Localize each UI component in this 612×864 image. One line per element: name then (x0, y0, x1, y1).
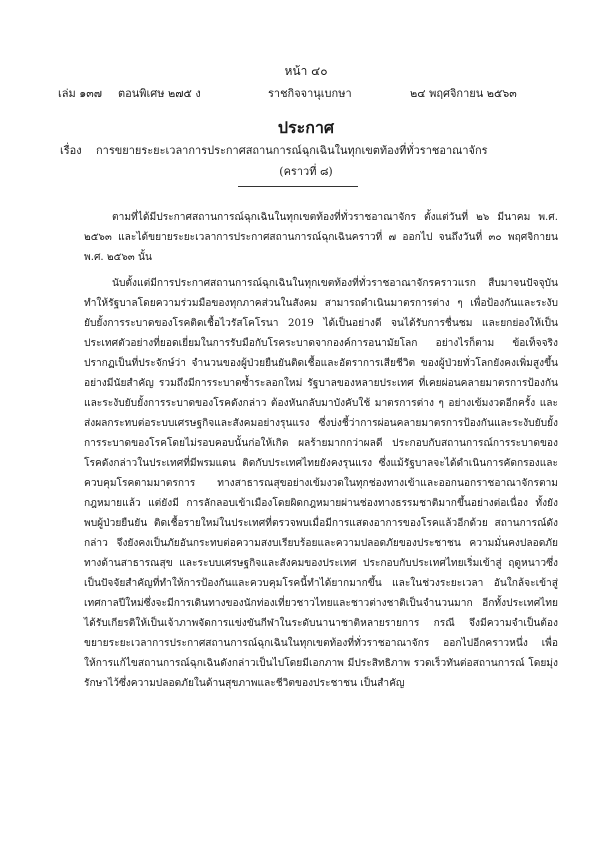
publication-date: ๒๔ พฤศจิกายน ๒๕๖๓ (410, 87, 517, 100)
round-number: (คราวที่ ๘) (279, 165, 333, 178)
document-subject (60, 141, 558, 161)
paragraph-1 (84, 208, 558, 268)
subject-text: การขยายระยะเวลาการประกาศสถานการณ์ฉุกเฉินในทุกเขตท้องที่ทั่วราชอาณาจักร (96, 144, 488, 157)
paragraph-1-text: ตามที่ได้มีประกาศสถานการณ์ฉุกเฉินในทุกเขตท้องที่ทั่วราชอาณาจักร ตั้งแต่วันที่ ๒๖ มีนาคม พ.ศ. ๒๕๖๓ และได้ขยายระยะเวลาการประกาศสถานการณ์ฉุกเฉินคราวที่ ๗ ออกไป จนถึงวันที่ ๓๐ พฤศจิกายน พ.ศ. ๒๕๖๓ นั้น (84, 212, 558, 263)
paragraph-2-text: นับตั้งแต่มีการประกาศสถานการณ์ฉุกเฉินในทุกเขตท้องที่ทั่วราชอาณาจักรคราวแรก สืบมาจนปัจจุบัน ทำให้รัฐบาลโดยความร่วมมือของทุกภาคส่วนในสังคม สามารถดำเนินมาตรการต่าง ๆ เพื่อป้องกันและระงับยับยั้งการระบาดของโรคติดเชื้อไวรัสโคโรนา 2019 ได้เป็นอย่างดี จนได้รับการชื่นชม และยกย่องให้เป็นประเทศตัวอย่างที่ยอดเยี่ยมในการรับมือกับโรคระบาดจากองค์การอนามัยโลก อย่างไรก็ตาม ข้อเท็จจริงปรากฏเป็นที่ประจักษ์ว่า จำนวนของผู้ป่วยยืนยันติดเชื้อและอัตราการเสียชีวิต ของผู้ป่วยทั่วโลกยังคงเพิ่มสูงขึ้นอย่างมีนัยสำคัญ รวมถึงมีการระบาดซ้ำระลอกใหม่ รัฐบาลของหลายประเทศ ที่เคยผ่อนคลายมาตรการป้องกันและระงับยับยั้งการระบาดของโรคดังกล่าว ต้องหันกลับมาบังคับใช้ มาตรการต่าง ๆ อย่างเข้มงวดอีกครั้ง และส่งผลกระทบต่อระบบเศรษฐกิจและสังคมอย่างรุนแรง ซึ่งบ่งชี้ว่าการผ่อนคลายมาตรการป้องกันและระงับยับยั้งการระบาดของโรคโดยไม่รอบคอบนั้นก่อให้เกิด ผลร้ายมากกว่าผลดี ประกอบกับสถานการณ์การระบาดของโรคดังกล่าวในประเทศที่มีพรมแดน ติดกับประเทศไทยยังคงรุนแรง ซึ่งแม้รัฐบาลจะได้ดำเนินการคัดกรองและควบคุมโรคตามมาตรการ ทางสาธารณสุขอย่างเข้มงวดในทุกช่องทางเข้าและออกนอกราชอาณาจักรตามกฎหมายแล้ว แต่ยังมี การลักลอบเข้าเมืองโดยผิดกฎหมายผ่านช่องทางธรรมชาติมากขึ้นอย่างต่อเนื่อง ทั้งยังพบผู้ป่วยยืนยัน ติดเชื้อรายใหม่ในประเทศที่ตรวจพบเมื่อมีการแสดงอาการของโรคแล้วอีกด้วย สถานการณ์ดังกล่าว จึงยังคงเป็นภัยอันกระทบต่อความสงบเรียบร้อยและความปลอดภัยของประชาชน ความมั่นคงปลอดภัย ทางด้านสาธารณสุข และระบบเศรษฐกิจและสังคมของประเทศ ประกอบกับประเทศไทยเริ่มเข้าสู่ ฤดูหนาวซึ่งเป็นปัจจัยสำคัญที่ทำให้การป้องกันและควบคุมโรคนี้ทำได้ยากมากขึ้น และในช่วงระยะเวลา อันใกล้จะเข้าสู่เทศกาลปีใหม่ซึ่งจะมีการเดินทางของนักท่องเที่ยวชาวไทยและชาวต่างชาติเป็นจำนวนมาก อีกทั้งประเทศไทยได้รับเกียรติให้เป็นเจ้าภาพจัดการแข่งขันกีฬาในระดับนานาชาติหลายรายการ กรณี จึงมีความจำเป็นต้องขยายระยะเวลาการประกาศสถานการณ์ฉุกเฉินในทุกเขตท้องที่ทั่วราชอาณาจักร ออกไปอีกคราวหนึ่ง เพื่อให้การแก้ไขสถานการณ์ฉุกเฉินดังกล่าวเป็นไปโดยมีเอกภาพ มีประสิทธิภาพ รวดเร็วทันต่อสถานการณ์ โดยมุ่งรักษาไว้ซึ่งความปลอดภัยในด้านสุขภาพและชีวิตของประชาชน เป็นสำคัญ (84, 278, 558, 689)
publication-name: ราชกิจจานุเบกษา (268, 87, 352, 100)
page-number: หน้า ๔๐ (284, 64, 328, 78)
document-title: ประกาศ (277, 118, 335, 137)
divider-rule (238, 186, 358, 187)
volume-number: เล่ม ๑๓๗ (58, 87, 103, 100)
subject-label: เรื่อง (60, 144, 82, 157)
issue-number: ตอนพิเศษ ๒๗๕ ง (118, 87, 201, 100)
paragraph-2 (84, 274, 558, 774)
